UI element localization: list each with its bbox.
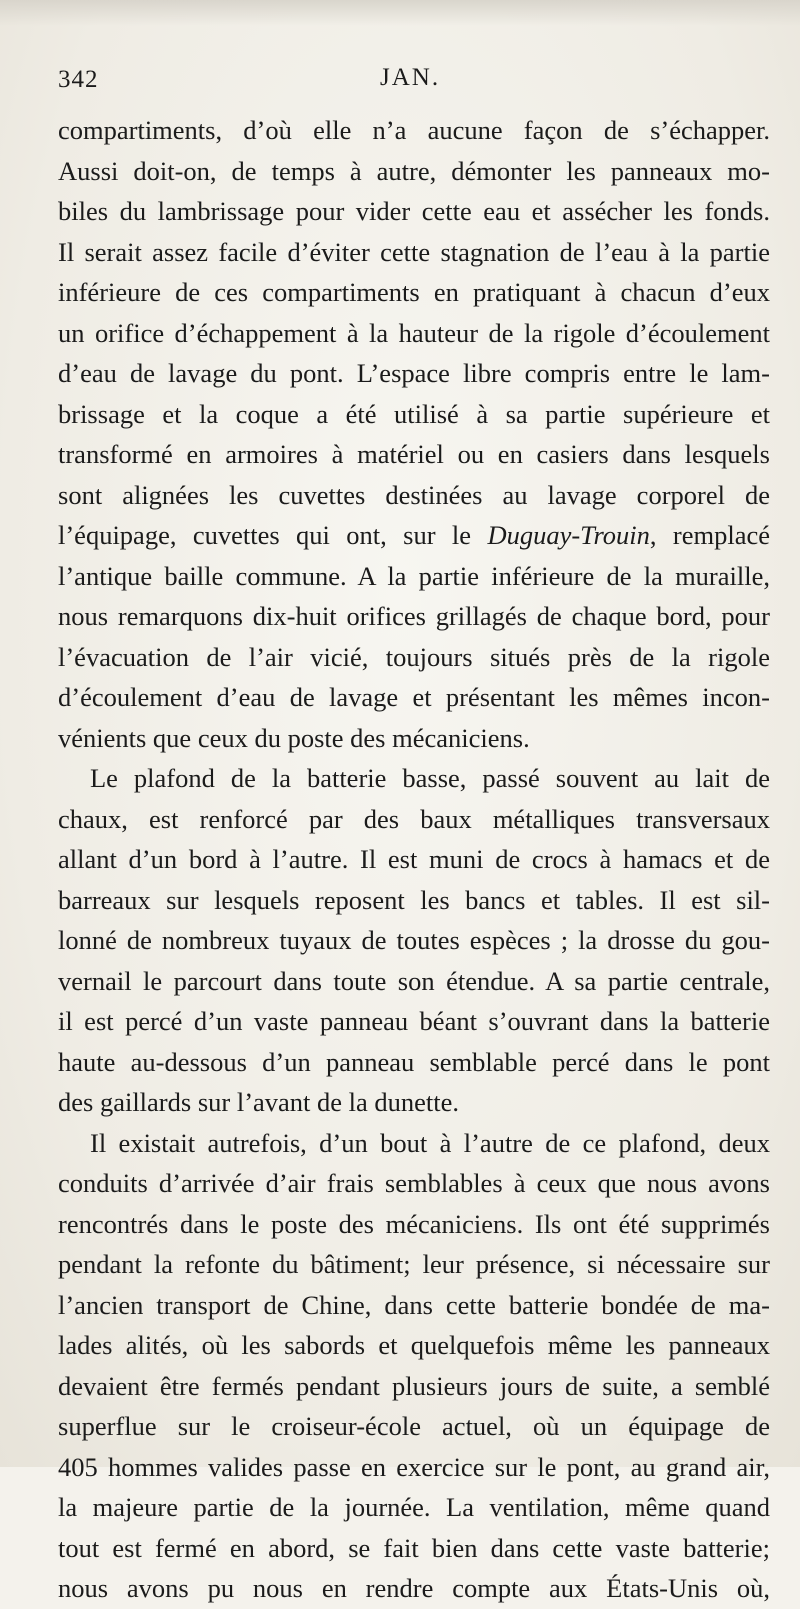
text-line: Il serait assez facile d’éviter cette stagnation de l’eau à la partie xyxy=(58,236,770,267)
body-text xyxy=(58,110,770,1609)
text-line: devaient être fermés pendant plusieurs jours de suite, a semblé xyxy=(58,1370,770,1401)
text-line: Aussi doit-on, de temps à autre, démonter les panneaux mo- xyxy=(58,155,770,186)
text-line: un orifice d’échappement à la hauteur de la rigole d’écoulement xyxy=(58,317,770,348)
text-line: chaux, est renforcé par des baux métalliques transversaux xyxy=(58,803,770,834)
text-line: nous avons pu nous en rendre compte aux États-Unis où, xyxy=(58,1573,770,1603)
text-line xyxy=(58,515,770,556)
text-segment: l’équipage, cuvettes qui ont, sur le xyxy=(58,520,488,550)
text-line: allant d’un bord à l’autre. Il est muni de crocs à hamacs et de xyxy=(58,844,770,874)
text-segment: , remplacé xyxy=(649,520,770,550)
page-number: 342 xyxy=(58,66,99,93)
text-line: transformé en armoires à matériel ou en casiers dans lesquels xyxy=(58,439,770,469)
text-line: tout est fermé en abord, se fait bien dans cette vaste batterie; xyxy=(58,1532,770,1563)
text-line: d’écoulement d’eau de lavage et présentant les mêmes incon- xyxy=(58,682,770,712)
text-line: vernail le parcourt dans toute son étendue. A sa partie centrale, xyxy=(58,965,770,996)
text-line: vénients que ceux du poste des mécaniciens. xyxy=(58,722,530,753)
scan-edge-shadow xyxy=(0,0,800,26)
text-line: l’antique baille commune. A la partie inférieure de la muraille, xyxy=(58,560,770,591)
text-line: sont alignées les cuvettes destinées au lavage corporel de xyxy=(58,479,770,510)
page-header xyxy=(58,60,758,100)
text-line: superflue sur le croiseur-école actuel, où un équipage de xyxy=(58,1411,770,1441)
text-line: biles du lambrissage pour vider cette eau et assécher les fonds. xyxy=(58,196,770,226)
text-line: conduits d’arrivée d’air frais semblables à ceux que nous avons xyxy=(58,1168,770,1198)
text-line: Il existait autrefois, d’un bout à l’autre de ce plafond, deux xyxy=(90,1127,770,1158)
text-line: lades alités, où les sabords et quelquefois même les panneaux xyxy=(58,1330,770,1360)
text-line: des gaillards sur l’avant de la dunette. xyxy=(58,1087,460,1117)
text-line: Le plafond de la batterie basse, passé souvent au lait de xyxy=(90,763,770,793)
text-line: lonné de nombreux tuyaux de toutes espèces ; la drosse du gou- xyxy=(58,925,770,955)
text-line: il est percé d’un vaste panneau béant s’ouvrant dans la batterie xyxy=(58,1006,770,1036)
text-line: rencontrés dans le poste des mécaniciens. Ils ont été supprimés xyxy=(58,1208,770,1239)
text-line: d’eau de lavage du pont. L’espace libre compris entre le lam- xyxy=(58,358,770,388)
text-line: brissage et la coque a été utilisé à sa partie supérieure et xyxy=(58,398,770,429)
text-line: compartiments, d’où elle n’a aucune façon de s’échapper. xyxy=(58,115,770,145)
text-line: haute au-dessous d’un panneau semblable percé dans le pont xyxy=(58,1046,770,1077)
text-line: la majeure partie de la journée. La ventilation, même quand xyxy=(58,1492,770,1522)
text-line: inférieure de ces compartiments en pratiquant à chacun d’eux xyxy=(58,277,770,307)
text-line: 405 hommes valides passe en exercice sur le pont, au grand air, xyxy=(58,1451,770,1482)
ship-name: Duguay-Trouin xyxy=(487,520,650,550)
text-line: pendant la refonte du bâtiment; leur présence, si nécessaire sur xyxy=(58,1249,770,1279)
text-line: nous remarquons dix-huit orifices grillagés de chaque bord, pour xyxy=(58,601,770,631)
text-line: barreaux sur lesquels reposent les bancs et tables. Il est sil- xyxy=(58,884,770,915)
text-line: l’évacuation de l’air vicié, toujours situés près de la rigole xyxy=(58,641,770,672)
running-head: JAN. xyxy=(380,64,441,91)
text-line: l’ancien transport de Chine, dans cette batterie bondée de ma- xyxy=(58,1289,770,1320)
